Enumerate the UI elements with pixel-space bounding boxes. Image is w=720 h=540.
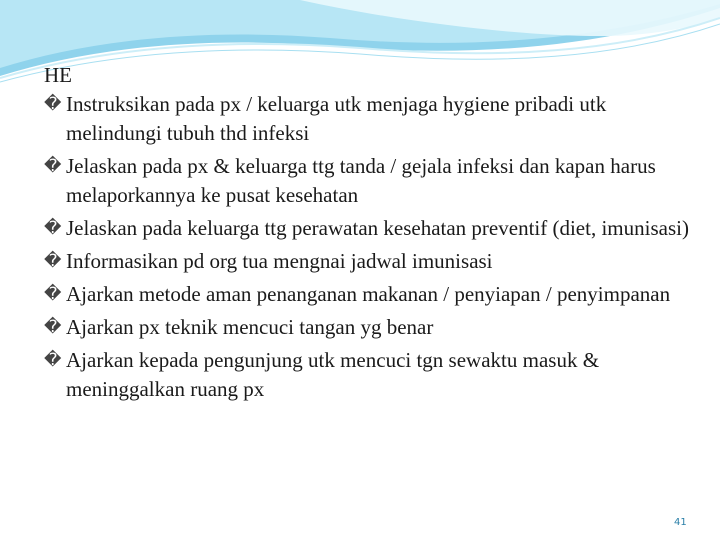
- bullet-icon: �: [44, 218, 62, 238]
- list-item: [44, 90, 694, 148]
- bullet-icon: �: [44, 317, 62, 337]
- list-item: [44, 214, 694, 243]
- bullet-list: [44, 90, 694, 404]
- bullet-icon: �: [44, 94, 62, 114]
- slide-content: [44, 60, 694, 408]
- page-number: 41: [674, 517, 687, 528]
- bullet-text: Ajarkan kepada pengunjung utk mencuci tgn sewaktu masuk & meninggalkan ruang px: [66, 348, 600, 401]
- list-item: [44, 152, 694, 210]
- bullet-text: Ajarkan px teknik mencuci tangan yg benar: [66, 315, 434, 339]
- bullet-icon: �: [44, 156, 62, 176]
- bullet-text: Jelaskan pada keluarga ttg perawatan kesehatan preventif (diet, imunisasi): [66, 216, 689, 240]
- bullet-icon: �: [44, 251, 62, 271]
- bullet-icon: �: [44, 284, 62, 304]
- list-item: [44, 280, 694, 309]
- list-item: [44, 313, 694, 342]
- bullet-icon: �: [44, 350, 62, 370]
- bullet-text: Instruksikan pada px / keluarga utk menjaga hygiene pribadi utk melindungi tubuh thd infeksi: [66, 92, 607, 145]
- bullet-text: Jelaskan pada px & keluarga ttg tanda / gejala infeksi dan kapan harus melaporkannya ke pusat kesehatan: [66, 154, 656, 207]
- list-item: [44, 247, 694, 276]
- slide-heading: HE: [44, 63, 72, 87]
- bullet-text: Informasikan pd org tua mengnai jadwal imunisasi: [66, 249, 493, 273]
- list-item: [44, 346, 694, 404]
- bullet-text: Ajarkan metode aman penanganan makanan / penyiapan / penyimpanan: [66, 282, 671, 306]
